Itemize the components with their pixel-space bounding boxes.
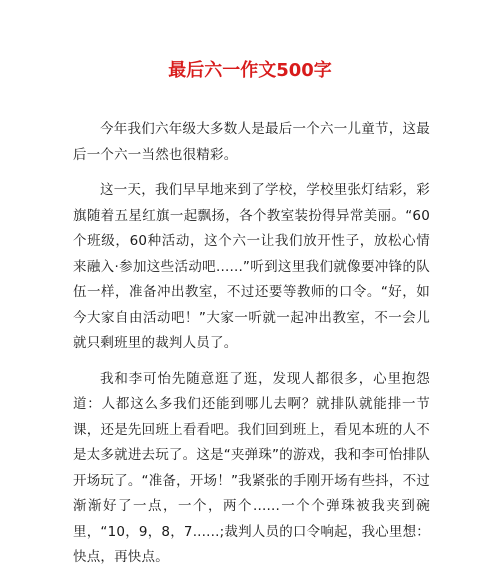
- paragraph: 今年我们六年级大多数人是最后一个六一儿童节，这最后一个六一当然也很精彩。: [73, 121, 430, 163]
- paragraph: 这一天，我们早早地来到了学校，学校里张灯结彩，彩旗随着五星红旗一起飘扬，各个教室装扮得异常美丽。“60个班级，60种活动，这个六一让我们放开性子，放松心情来融入·参加这些活动吧......”听到这里我们就像要冲锋的队伍一样，准备冲出教室，不过还要等教师的口令。“好，如今大家自由活动吧！”大家一听就一起冲出教室，不一会儿就只剩班里的裁判人员了。: [73, 182, 430, 351]
- article-body: [73, 117, 430, 581]
- paragraph: 我和李可怡先随意逛了逛，发现人都很多，心里抱怨道：人都这么多我们还能到哪儿去啊？就排队就能排一节课，还是先回班上看看吧。我们回到班上，看见本班的人不是太多就进去玩了。这是“夹弹珠”的游戏，我和李可怡排队开场玩了。“准备，开场！”我紧张的手刚开场有些抖，不过渐渐好了一点，一个，两个......一个个弹珠被我夹到碗里，“10，9，8，7......;裁判人员的口令响起，我心里想：快点，再快点。: [73, 370, 430, 565]
- article-title: 最后六一作文500字: [168, 60, 332, 81]
